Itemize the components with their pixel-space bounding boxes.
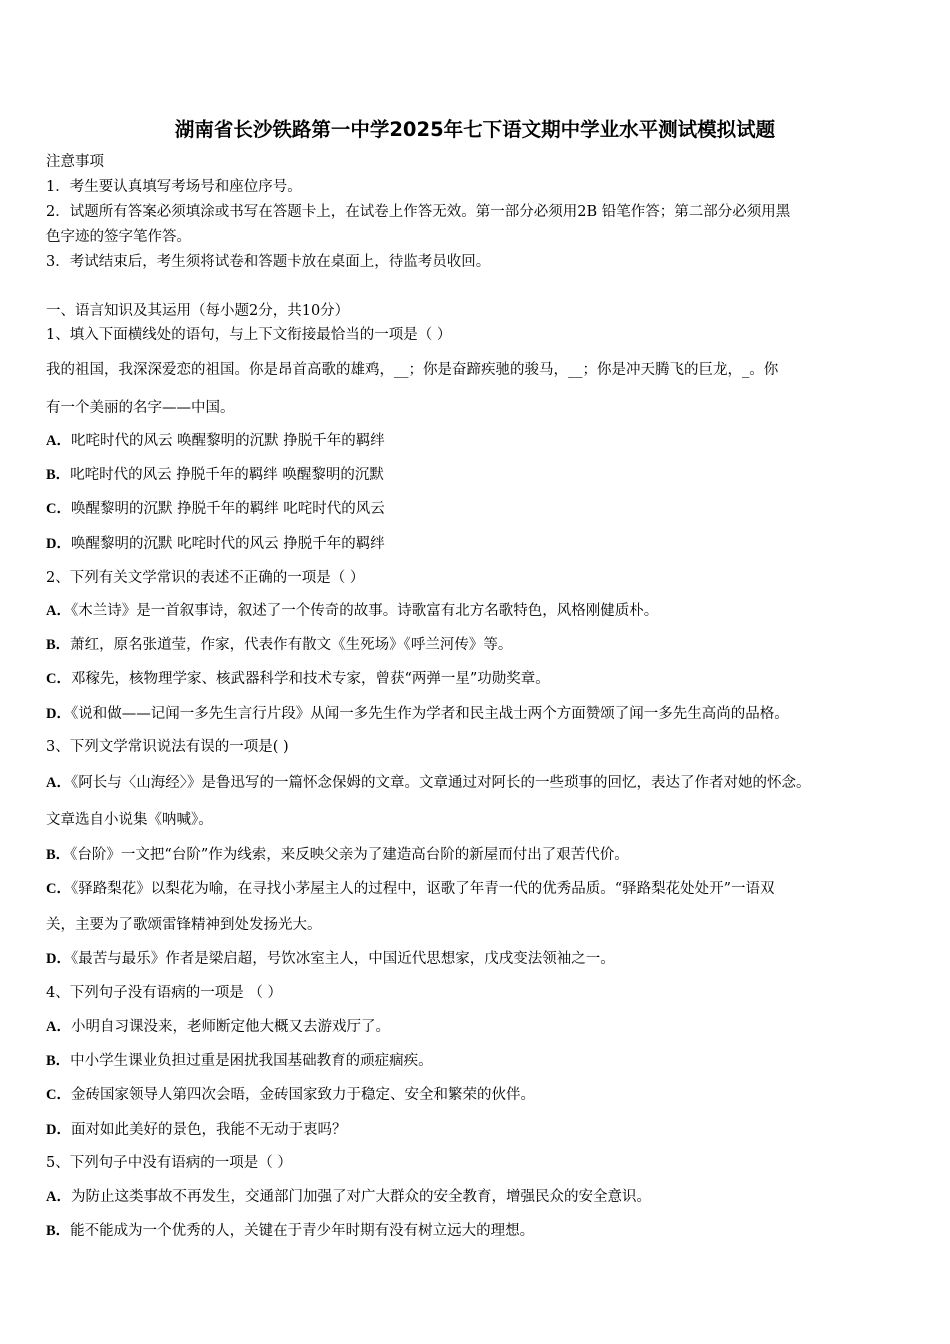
option-c-cont: 关，主要为了歌颂雷锋精神到处发扬光大。 bbox=[46, 917, 322, 933]
notice-item: 1．考生要认真填写考场号和座位序号。 bbox=[46, 179, 302, 195]
option-c: C．唤醒黎明的沉默 挣脱千年的羁绊 叱咤时代的风云 bbox=[46, 501, 385, 517]
notice-item: 3．考试结束后，考生须将试卷和答题卡放在桌面上，待监考员收回。 bbox=[46, 254, 491, 270]
option-a-cont: 文章选自小说集《呐喊》。 bbox=[46, 812, 213, 828]
question-passage: 我的祖国，我深深爱恋的祖国。你是昂首高歌的雄鸡，__；你是奋蹄疾驰的骏马，__；你是冲天腾飞的巨龙，_。你 bbox=[46, 362, 779, 378]
option-b: B．叱咤时代的风云 挣脱千年的羁绊 唤醒黎明的沉默 bbox=[46, 467, 384, 483]
option-d: D．面对如此美好的景色，我能不无动于衷吗？ bbox=[46, 1122, 347, 1138]
option-b: B．萧红，原名张道莹，作家，代表作有散文《生死场》《呼兰河传》等。 bbox=[46, 637, 513, 653]
option-a: A．《阿长与〈山海经〉》是鲁迅写的一篇怀念保姆的文章。文章通过对阿长的一些琐事的回忆，表达了作者对她的怀念。 bbox=[46, 775, 811, 791]
question-stem: 4、下列句子没有语病的一项是 （ ） bbox=[46, 985, 282, 1001]
option-a: A．叱咤时代的风云 唤醒黎明的沉默 挣脱千年的羁绊 bbox=[46, 433, 385, 449]
option-c: C．邓稼先，核物理学家、核武器科学和技术专家，曾获“两弹一星”功勋奖章。 bbox=[46, 671, 550, 687]
question-stem: 3、下列文学常识说法有误的一项是( ) bbox=[46, 739, 289, 755]
notice-item: 2．试题所有答案必须填涂或书写在答题卡上，在试卷上作答无效。第一部分必须用2B 铅笔作答；第二部分必须用黑 bbox=[46, 204, 791, 220]
question-stem: 1、填入下面横线处的语句，与上下文衔接最恰当的一项是（ ） bbox=[46, 327, 452, 343]
option-d: D．《最苦与最乐》作者是梁启超，号饮冰室主人，中国近代思想家，戊戌变法领袖之一。 bbox=[46, 951, 615, 967]
notice-heading: 注意事项 bbox=[46, 154, 104, 170]
option-a: A．为防止这类事故不再发生，交通部门加强了对广大群众的安全教育，增强民众的安全意识。 bbox=[46, 1189, 651, 1205]
question-passage: 有一个美丽的名字——中国。 bbox=[46, 400, 235, 416]
option-a: A．小明自习课没来，老师断定他大概又去游戏厅了。 bbox=[46, 1019, 390, 1035]
option-c: C．《驿路梨花》以梨花为喻，在寻找小茅屋主人的过程中，讴歌了年青一代的优秀品质。“驿路梨花处处开”一语双 bbox=[46, 881, 775, 897]
section-heading: 一、语言知识及其运用（每小题2分，共10分） bbox=[46, 303, 350, 319]
option-d: D．《说和做——记闻一多先生言行片段》从闻一多先生作为学者和民主战士两个方面赞颂了闻一多先生高尚的品格。 bbox=[46, 706, 789, 722]
question-stem: 5、下列句子中没有语病的一项是（ ） bbox=[46, 1155, 292, 1171]
option-b: B．《台阶》一文把“台阶”作为线索，来反映父亲为了建造高台阶的新屋而付出了艰苦代价。 bbox=[46, 847, 629, 863]
option-b: B．能不能成为一个优秀的人，关键在于青少年时期有没有树立远大的理想。 bbox=[46, 1223, 535, 1239]
option-a: A．《木兰诗》是一首叙事诗，叙述了一个传奇的故事。诗歌富有北方名歌特色，风格刚健质朴。 bbox=[46, 603, 659, 619]
notice-item: 色字迹的签字笔作答。 bbox=[46, 229, 191, 245]
option-b: B．中小学生课业负担过重是困扰我国基础教育的顽症痼疾。 bbox=[46, 1053, 433, 1069]
question-stem: 2、下列有关文学常识的表述不正确的一项是（ ） bbox=[46, 570, 365, 586]
option-d: D．唤醒黎明的沉默 叱咤时代的风云 挣脱千年的羁绊 bbox=[46, 536, 385, 552]
page-title: 湖南省长沙铁路第一中学2025年七下语文期中学业水平测试模拟试题 bbox=[174, 118, 776, 141]
option-c: C．金砖国家领导人第四次会晤，金砖国家致力于稳定、安全和繁荣的伙伴。 bbox=[46, 1087, 535, 1103]
